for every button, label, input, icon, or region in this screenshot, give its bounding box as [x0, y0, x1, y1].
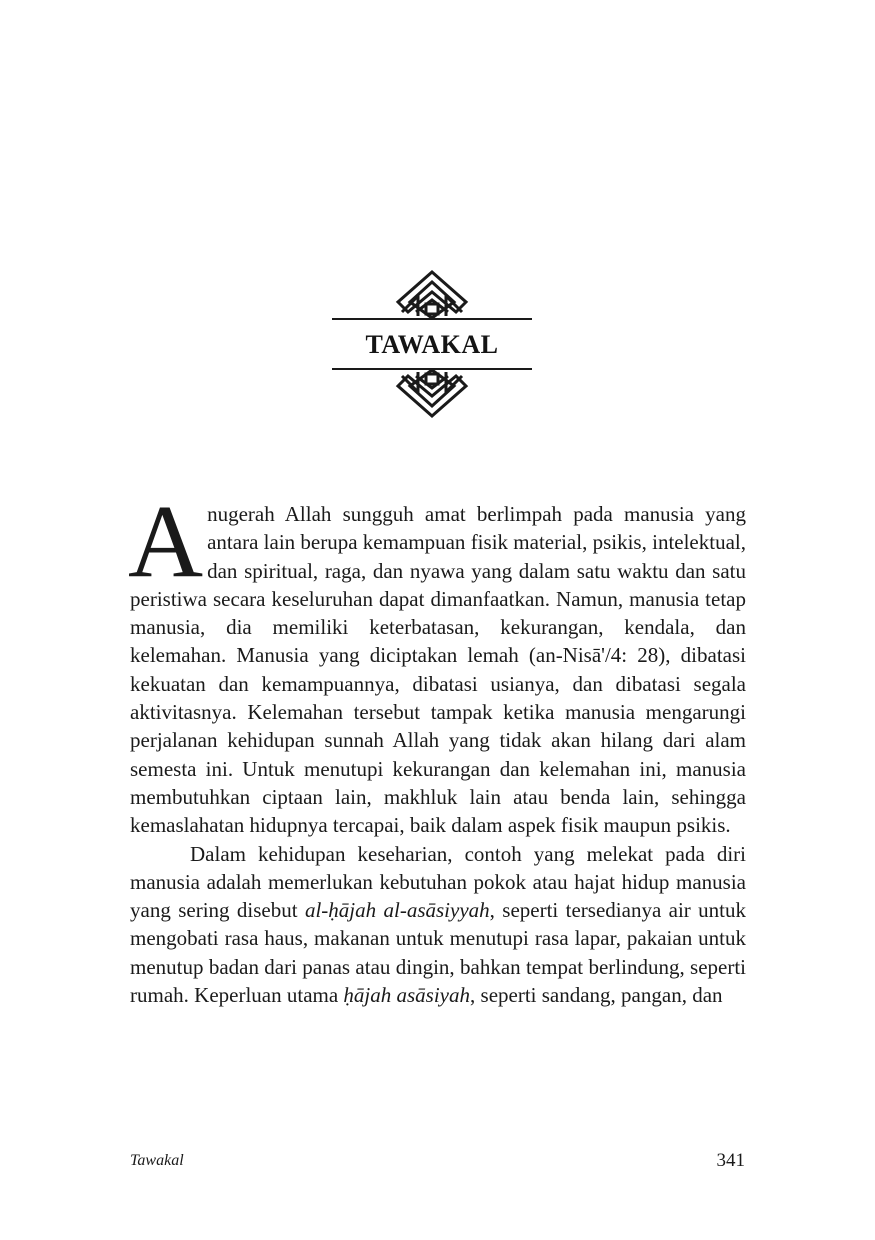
paragraph-2-text-b: , seperti tersedianya air untuk mengobati rasa haus, makanan untuk menutupi rasa lapar, pakaian untuk menutup badan dari panas atau dingin, bahkan tempat berlindung, seperti rumah. Keperluan utama: [130, 898, 747, 1008]
paragraph-2-text-a: Dalam kehidupan keseharian, contoh yang melekat pada diri manusia adalah memerlukan kebutuhan pokok atau hajat hidup manusia yang sering disebut: [130, 841, 746, 923]
paragraph-1: [128, 484, 746, 840]
paragraph-2-term-1: al-ḥājah al-asāsiyyah: [304, 898, 490, 923]
body-text: [128, 484, 747, 1009]
page-number: 341: [716, 1150, 745, 1171]
paragraph-1-text: nugerah Allah sungguh amat berlimpah pada manusia yang antara lain berupa kemampuan fisik material, psikis, intelektual, dan spiritual, raga, dan nyawa yang dalam satu waktu dan satu peristiwa secara keseluruhan dapat dimanfaatkan. Namun, manusia tetap manusia, dia memiliki keterbatasan, kekurangan, kendala, dan kelemahan. Manusia yang diciptakan lemah (an-Nisā'/4: 28), dibatasi kekuatan dan kemampuannya, dibatasi usianya, dan dibatasi segala aktivitasnya. Kelemahan tersebut tampak ketika manusia mengarungi perjalanan kehidupan sunnah Allah yang tidak akan hilang dari alam semesta ini. Untuk menutupi kekurangan dan kelemahan ini, manusia membutuhkan ciptaan lain, makhluk lain atau benda lain, sehingga kemaslahatan hidupnya tercapai, baik dalam aspek fisik maupun psikis.: [130, 502, 746, 838]
ornament-top: [398, 272, 466, 318]
chapter-title: TAWAKAL: [365, 330, 499, 359]
paragraph-2: [130, 840, 746, 1010]
paragraph-2-term-2: ḥājah asāsiyah: [343, 983, 471, 1008]
running-title: Tawakal: [130, 1152, 184, 1169]
paragraph-2-text-c: , seperti sandang, pangan, dan: [470, 983, 723, 1008]
drop-cap-letter: A: [128, 484, 204, 599]
ornament-bottom: [398, 370, 466, 416]
